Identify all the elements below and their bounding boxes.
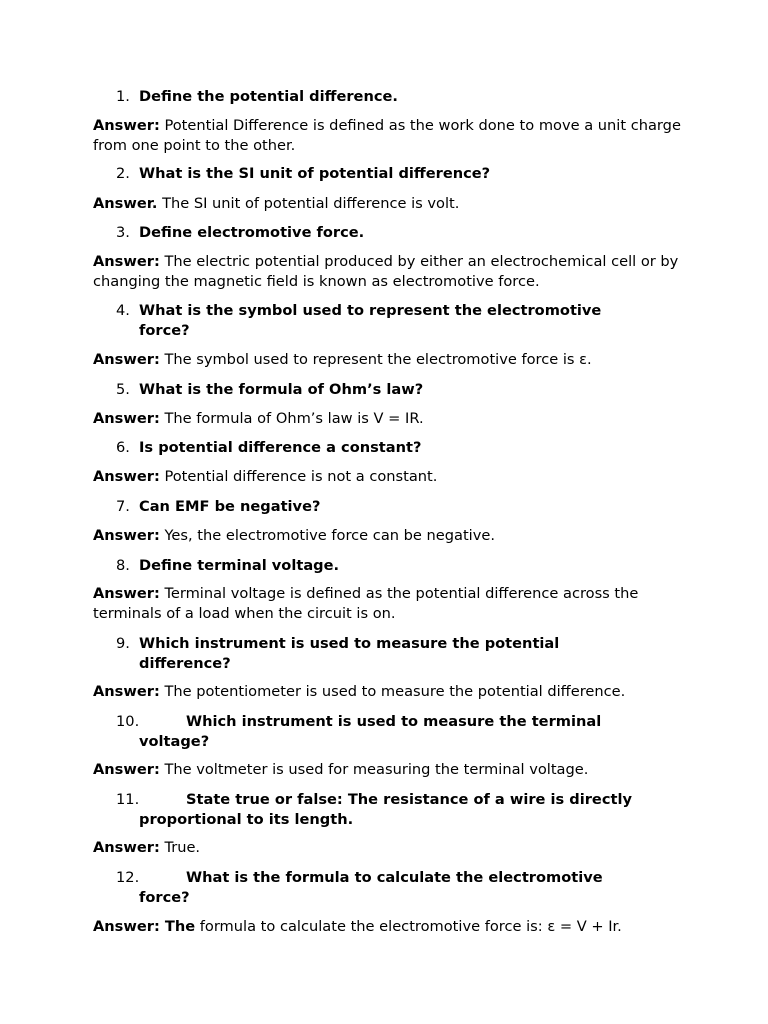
answer-label: Answer: (93, 351, 160, 368)
answer-text: Potential difference is not a constant. (164, 468, 438, 485)
answer-7 (93, 526, 683, 546)
question-number: 8. (116, 557, 130, 574)
question-number: 6. (116, 439, 130, 456)
answer-text: formula to calculate the electromotive force is: ε = V + Ir. (199, 918, 622, 935)
answer-label: Answer: (93, 761, 160, 778)
question-number: 12. (116, 869, 140, 886)
question-number: 7. (116, 498, 130, 515)
question-text: What is the SI unit of potential difference? (139, 165, 491, 182)
answer-text: The voltmeter is used for measuring the terminal voltage. (164, 761, 589, 778)
question-number: 2. (116, 165, 130, 182)
question-number: 10. (116, 713, 140, 730)
answer-10 (93, 760, 683, 780)
answer-8 (93, 584, 683, 623)
answer-text: True. (164, 839, 201, 856)
answer-label: Answer: (93, 468, 160, 485)
answer-text: Potential Difference is defined as the work done to move a unit charge from one point to the other. (93, 117, 681, 154)
question-text: Is potential difference a constant? (139, 439, 422, 456)
question-text: State true or false: The resistance of a wire is directly proportional to its length. (139, 791, 632, 828)
answer-9 (93, 682, 683, 702)
question-text: What is the symbol used to represent the electromotive force? (139, 302, 602, 339)
question-text: Which instrument is used to measure the terminal voltage? (139, 713, 602, 750)
question-text: Define electromotive force. (139, 224, 365, 241)
answer-label: Answer: (93, 253, 160, 270)
question-text: Which instrument is used to measure the potential difference? (139, 635, 560, 672)
question-text: Can EMF be negative? (139, 498, 321, 515)
answer-2 (93, 194, 683, 214)
answer-label: Answer: (93, 117, 160, 134)
answer-5 (93, 409, 683, 429)
answer-6 (93, 467, 683, 487)
answer-label: Answer: (93, 683, 160, 700)
answer-text: The formula of Ohm’s law is V = IR. (164, 410, 424, 427)
question-number: 11. (116, 791, 140, 808)
answer-label: Answer: (93, 527, 160, 544)
question-text: What is the formula to calculate the electromotive force? (139, 869, 603, 906)
question-number: 4. (116, 302, 130, 319)
answer-label: Answer: (93, 839, 160, 856)
answer-12 (93, 917, 683, 937)
question-number: 3. (116, 224, 130, 241)
question-number: 1. (116, 88, 130, 105)
answer-label: Answer: (93, 410, 160, 427)
answer-text: The symbol used to represent the electromotive force is ε. (164, 351, 592, 368)
answer-4 (93, 350, 683, 370)
answer-label: Answer: (93, 585, 160, 602)
answer-text: Yes, the electromotive force can be negative. (164, 527, 495, 544)
question-text: Define the potential difference. (139, 88, 398, 105)
question-text: Define terminal voltage. (139, 557, 340, 574)
question-number: 9. (116, 635, 130, 652)
question-text: What is the formula of Ohm’s law? (139, 381, 424, 398)
answer-label: Answer. (93, 195, 158, 212)
question-number: 5. (116, 381, 130, 398)
answer-label: Answer: The (93, 918, 196, 935)
answer-text: The SI unit of potential difference is volt. (162, 195, 460, 212)
answer-3 (93, 252, 683, 291)
answer-1 (93, 116, 683, 155)
answer-11 (93, 838, 683, 858)
answer-text: The potentiometer is used to measure the potential difference. (164, 683, 626, 700)
answer-text: Terminal voltage is defined as the potential difference across the terminals of a load when the circuit is on. (93, 585, 639, 622)
answer-text: The electric potential produced by either an electrochemical cell or by changing the magnetic field is known as electromotive force. (93, 253, 679, 290)
